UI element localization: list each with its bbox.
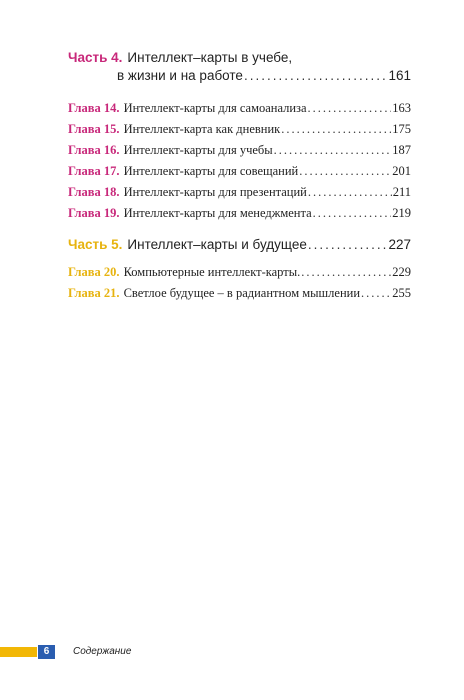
chapter-20 xyxy=(68,263,411,282)
leader-dots xyxy=(301,263,391,282)
chapter-number: Глава 16. xyxy=(68,143,120,157)
leader-dots xyxy=(244,67,388,85)
leader-dots xyxy=(274,141,392,160)
part-5-title: Интеллект–карты и будущее xyxy=(127,237,307,252)
chapter-page: 163 xyxy=(392,101,411,115)
chapter-page: 211 xyxy=(392,185,411,199)
chapter-title: Интеллект-карты для менеджмента xyxy=(123,206,312,220)
chapter-title: Светлое будущее – в радиантном мышлении xyxy=(123,286,361,300)
part-5-number: Часть 5. xyxy=(68,237,123,252)
chapter-page: 187 xyxy=(392,143,411,157)
chapter-number: Глава 14. xyxy=(68,101,120,115)
leader-dots xyxy=(361,284,391,303)
chapter-page: 219 xyxy=(392,206,411,220)
footer-accent-bar xyxy=(0,647,37,657)
chapter-page: 229 xyxy=(392,265,411,279)
chapter-21 xyxy=(68,284,411,303)
chapter-title: Интеллект-карты для совещаний xyxy=(123,164,299,178)
chapter-page: 201 xyxy=(392,164,411,178)
footer-page-number: 6 xyxy=(38,645,55,659)
part-4-title-line2: в жизни и на работе xyxy=(117,68,243,83)
leader-dots xyxy=(281,120,391,139)
chapter-number: Глава 17. xyxy=(68,164,120,178)
part-4-title-line1: Интеллект–карты в учебе, xyxy=(127,50,293,65)
chapter-15 xyxy=(68,120,411,139)
chapter-title: Интеллект-карты для учебы xyxy=(123,143,273,157)
leader-dots xyxy=(313,204,392,223)
chapter-number: Глава 19. xyxy=(68,206,120,220)
chapter-number: Глава 21. xyxy=(68,286,120,300)
chapter-17 xyxy=(68,162,411,181)
chapter-number: Глава 20. xyxy=(68,265,120,279)
chapter-page: 255 xyxy=(392,286,411,300)
part-5-heading xyxy=(68,236,411,254)
chapter-16 xyxy=(68,141,411,160)
chapter-14 xyxy=(68,99,411,118)
chapter-page: 175 xyxy=(392,122,411,136)
leader-dots xyxy=(299,162,391,181)
chapter-title: Интеллект-карты для презентаций xyxy=(123,185,307,199)
chapter-title: Интеллект-карта как дневник xyxy=(123,122,281,136)
chapter-number: Глава 15. xyxy=(68,122,120,136)
part-4-page: 161 xyxy=(388,68,411,83)
chapter-title: Компьютерные интеллект-карты. xyxy=(123,265,301,279)
chapter-title: Интеллект-карты для самоанализа xyxy=(123,101,307,115)
chapter-number: Глава 18. xyxy=(68,185,120,199)
part-5-page: 227 xyxy=(388,237,411,252)
chapter-19 xyxy=(68,204,411,223)
part-4-number: Часть 4. xyxy=(68,50,123,65)
leader-dots xyxy=(308,99,392,118)
footer-section-label: Содержание xyxy=(73,646,132,657)
leader-dots xyxy=(308,183,392,202)
part-4-heading xyxy=(68,49,411,85)
leader-dots xyxy=(308,236,388,254)
chapter-18 xyxy=(68,183,411,202)
